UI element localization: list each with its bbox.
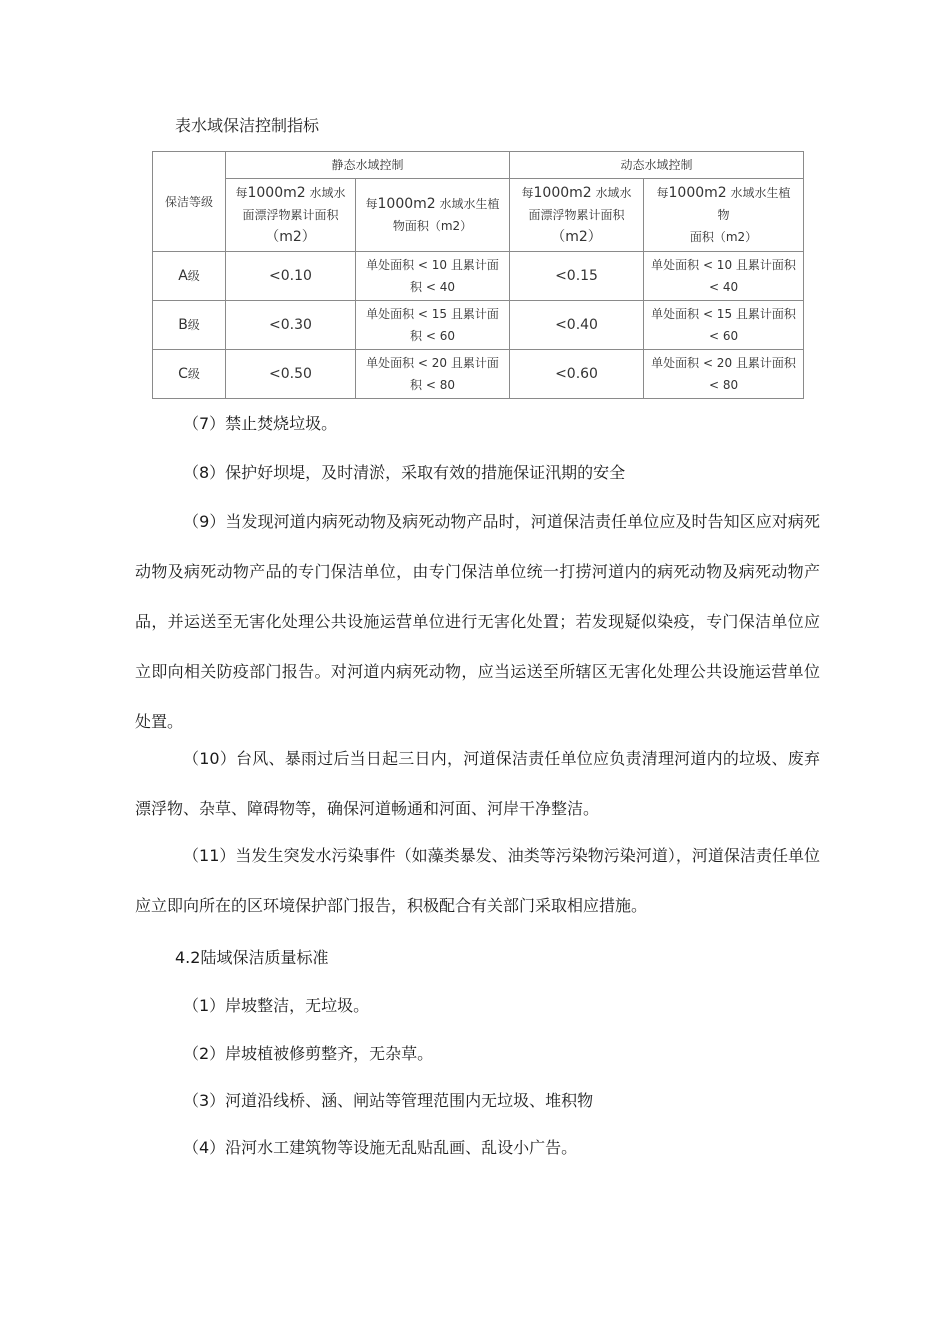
table-row (153, 350, 804, 399)
dynamic-plant-cell: 单处面积 < 10 且累计面积 < 40 (644, 252, 804, 301)
land-item-1: （1）岸坡整洁，无垃圾。 (183, 996, 370, 1015)
table-row (153, 301, 804, 350)
item-8: （8）保护好坝堤，及时清淤，采取有效的措施保证汛期的安全 (183, 463, 626, 482)
table-caption: 表水域保洁控制指标 (175, 116, 320, 135)
col-dynamic-float-header: 每1000m2 水域水 面漂浮物累计面积 （m2） (510, 179, 644, 252)
static-group-header: 静态水域控制 (226, 152, 510, 179)
dynamic-plant-cell: 单处面积 < 15 且累计面积 < 60 (644, 301, 804, 350)
dynamic-float-cell: <0.15 (510, 252, 644, 301)
table-header-group-row (153, 152, 804, 179)
static-float-cell: <0.50 (226, 350, 356, 399)
land-item-4: （4）沿河水工建筑物等设施无乱贴乱画、乱设小广告。 (183, 1138, 578, 1157)
grade-cell: C级 (153, 350, 226, 399)
static-plant-cell: 单处面积 < 15 且累计面 积 < 60 (356, 301, 510, 350)
col-static-float-header: 每1000m2 水域水 面漂浮物累计面积 （m2） (226, 179, 356, 252)
item-11-paragraph: （11）当发生突发水污染事件（如藻类暴发、油类等污染物污染河道），河道保洁责任单位应立即向所在的区环境保护部门报告，积极配合有关部门采取相应措施。 (135, 846, 820, 915)
land-item-2: （2）岸坡植被修剪整齐，无杂草。 (183, 1044, 434, 1063)
land-item-3: （3）河道沿线桥、涵、闸站等管理范围内无垃圾、堆积物 (183, 1091, 594, 1110)
item-10-paragraph: （10）台风、暴雨过后当日起三日内，河道保洁责任单位应负责清理河道内的垃圾、废弃漂浮物、杂草、障碍物等，确保河道畅通和河面、河岸干净整洁。 (135, 749, 820, 818)
dynamic-float-cell: <0.60 (510, 350, 644, 399)
static-plant-cell: 单处面积 < 20 且累计面 积 < 80 (356, 350, 510, 399)
col-dynamic-plant-header: 每1000m2 水域水生植 物 面积（m2） (644, 179, 804, 252)
item-7: （7）禁止焚烧垃圾。 (183, 414, 338, 433)
table-header-cols-row (153, 179, 804, 252)
table-row (153, 252, 804, 301)
dynamic-plant-cell: 单处面积 < 20 且累计面积 < 80 (644, 350, 804, 399)
static-plant-cell: 单处面积 < 10 且累计面 积 < 40 (356, 252, 510, 301)
grade-cell: B级 (153, 301, 226, 350)
static-float-cell: <0.30 (226, 301, 356, 350)
item-9-paragraph: （9）当发现河道内病死动物及病死动物产品时，河道保洁责任单位应及时告知区应对病死动物及病死动物产品的专门保洁单位，由专门保洁单位统一打捞河道内的病死动物及病死动物产品，并运送至无害化处理公共设施运营单位进行无害化处置；若发现疑似染疫，专门保洁单位应立即向相关防疫部门报告。对河道内病死动物，应当运送至所辖区无害化处理公共设施运营单位处置。 (135, 512, 820, 731)
grade-cell: A级 (153, 252, 226, 301)
col-static-plant-header: 每1000m2 水域水生植 物面积（m2） (356, 179, 510, 252)
static-float-cell: <0.10 (226, 252, 356, 301)
section-4-2-heading: 4.2陆域保洁质量标准 (175, 948, 329, 967)
dynamic-group-header: 动态水域控制 (510, 152, 804, 179)
grade-header: 保洁等级 (153, 152, 226, 252)
water-cleaning-table (152, 151, 804, 399)
dynamic-float-cell: <0.40 (510, 301, 644, 350)
